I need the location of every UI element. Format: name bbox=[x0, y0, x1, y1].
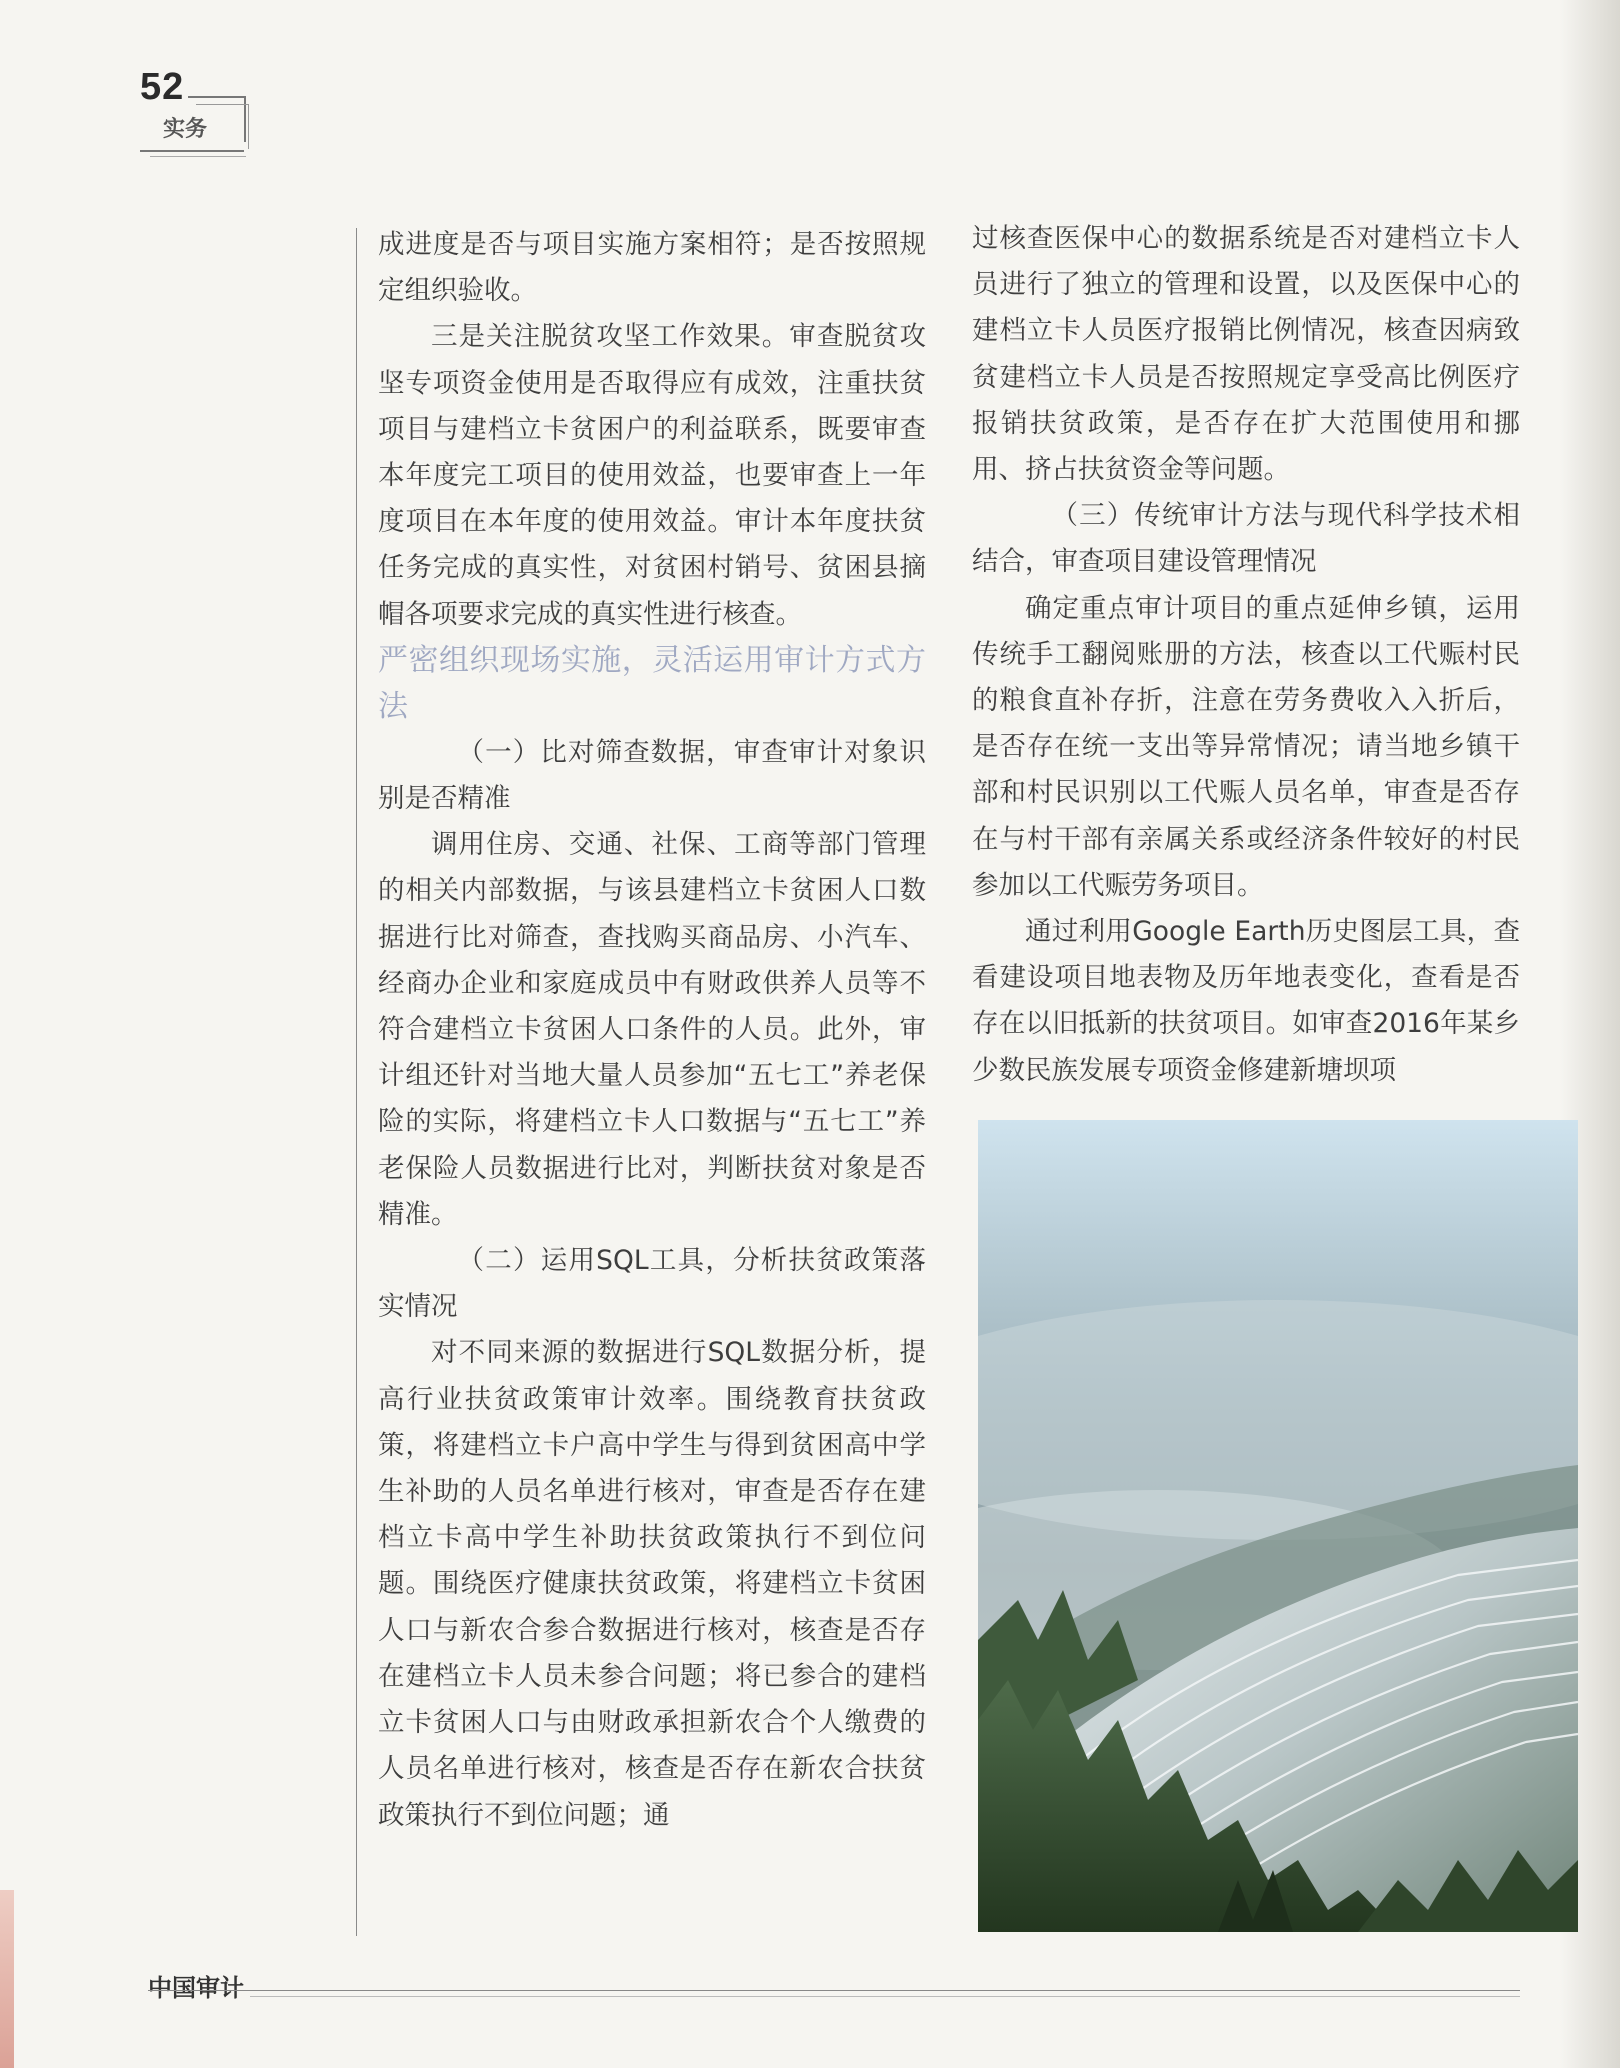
page-number: 52 bbox=[140, 66, 185, 108]
paragraph: 确定重点审计项目的重点延伸乡镇，运用传统手工翻阅账册的方法，核查以工代赈村民的粮食直补存折，注意在劳务费收入入折后，是否存在统一支出等异常情况；请当地乡镇干部和村民识别以工代赈人员名单，审查是否存在与村干部有亲属关系或经济条件较好的村民参加以工代赈劳务项目。 bbox=[972, 592, 1520, 901]
paragraph: 调用住房、交通、社保、工商等部门管理的相关内部数据，与该县建档立卡贫困人口数据进行比对筛查，查找购买商品房、小汽车、经商办企业和家庭成员中有财政供养人员等不符合建档立卡贫困人口条件的人员。此外，审计组还针对当地大量人员参加“五七工”养老保险的实际，将建档立卡人口数据与“五七工”养老保险人员数据进行比对，判断扶贫对象是否精准。 bbox=[378, 829, 926, 1230]
magazine-title: 中国审计 bbox=[148, 1974, 244, 2002]
subheading: （三）传统审计方法与现代科学技术相结合，审查项目建设管理情况 bbox=[972, 500, 1520, 578]
footer-rule-inner bbox=[250, 1996, 1520, 1997]
footer-rule bbox=[148, 1990, 1520, 1991]
right-column bbox=[972, 216, 1520, 1094]
left-column bbox=[378, 222, 926, 1839]
section-underline-inner bbox=[150, 156, 246, 157]
page-edge-stain bbox=[0, 1890, 14, 2068]
paragraph: 成进度是否与项目实施方案相符；是否按照规定组织验收。 bbox=[378, 229, 926, 307]
subheading: （二）运用SQL工具，分析扶贫政策落实情况 bbox=[378, 1245, 926, 1323]
paragraph: 通过利用Google Earth历史图层工具，查看建设项目地表物及历年地表变化，查看是否存在以旧抵新的扶贫项目。如审查2016年某乡少数民族发展专项资金修建新塘坝项 bbox=[972, 916, 1520, 1086]
section-tag: 实务 bbox=[163, 117, 208, 142]
section-heading: 严密组织现场实施，灵活运用审计方式方法 bbox=[378, 642, 926, 724]
section-underline bbox=[140, 150, 244, 152]
column-rule bbox=[356, 228, 357, 1936]
subheading: （一）比对筛查数据，审查审计对象识别是否精准 bbox=[378, 736, 926, 815]
paragraph: 过核查医保中心的数据系统是否对建档立卡人员进行了独立的管理和设置，以及医保中心的建档立卡人员医疗报销比例情况，核查因病致贫建档立卡人员是否按照规定享受高比例医疗报销扶贫政策，是否存在扩大范围使用和挪用、挤占扶贫资金等问题。 bbox=[972, 223, 1520, 486]
paragraph: 三是关注脱贫攻坚工作效果。审查脱贫攻坚专项资金使用是否取得应有成效，注重扶贫项目与建档立卡贫困户的利益联系，既要审查本年度完工项目的使用效益，也要审查上一年度项目在本年度的使用效益。审计本年度扶贫任务完成的真实性，对贫困村销号、贫困县摘帽各项要求完成的真实性进行核查。 bbox=[378, 321, 926, 630]
paragraph: 对不同来源的数据进行SQL数据分析，提高行业扶贫政策审计效率。围绕教育扶贫政策，将建档立卡户高中学生与得到贫困高中学生补助的人员名单进行核对，审查是否存在建档立卡高中学生补助扶贫政策执行不到位问题。围绕医疗健康扶贫政策，将建档立卡贫困人口与新农合参合数据进行核对，核查是否存在建档立卡人员未参合问题；将已参合的建档立卡贫困人口与由财政承担新农合个人缴费的人员名单进行核对，核查是否存在新农合扶贫政策执行不到位问题；通 bbox=[378, 1337, 926, 1831]
terraced-fields-photo bbox=[978, 1120, 1578, 1932]
